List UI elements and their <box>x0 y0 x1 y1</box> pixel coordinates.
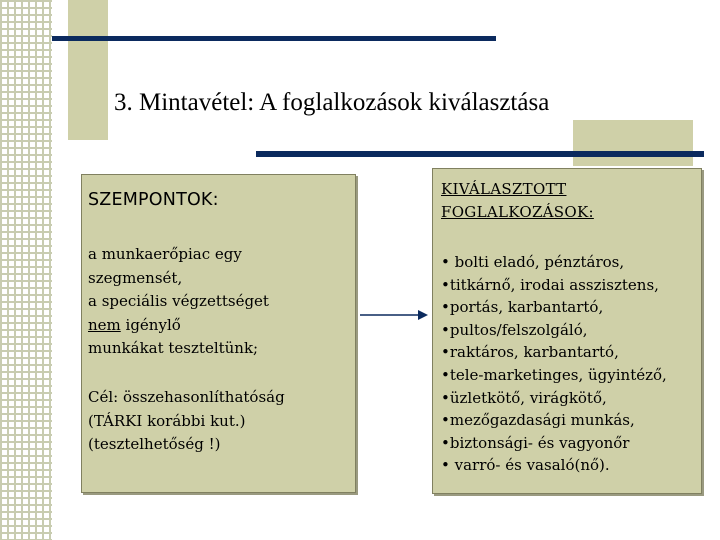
desc-line-rest: igénylő <box>120 315 181 334</box>
selected-occupations-header <box>441 178 594 224</box>
list-item: •biztonsági- és vagyonőr <box>441 433 630 452</box>
desc-line <box>88 314 269 338</box>
list-item: •tele-marketinges, ügyintéző, <box>441 365 667 384</box>
list-item: • bolti eladó, pénztáros, <box>441 253 625 271</box>
slide-title: 3. Mintavétel: A foglalkozások kiválasztása <box>114 89 550 116</box>
list-item: •mezőgazdasági munkás, <box>441 411 635 430</box>
list-item: • varró- és vasaló(nő). <box>441 456 610 475</box>
header-line: KIVÁLASZTOTT <box>441 180 567 198</box>
list-item: •pultos/felszolgáló, <box>441 320 588 339</box>
criteria-description <box>88 243 269 361</box>
desc-line: a munkaerőpiac egy <box>88 245 242 263</box>
desc-line: szegmensét, <box>88 268 183 287</box>
desc-line: a speciális végzettséget <box>88 292 269 310</box>
desc-line: munkákat teszteltünk; <box>88 339 259 357</box>
list-item: •titkárnő, irodai asszisztens, <box>441 275 659 294</box>
right-arrow-icon <box>358 306 430 324</box>
underlined-word: nem <box>88 315 121 334</box>
goal-line: (TÁRKI korábbi kut.) <box>88 411 246 430</box>
list-item: •üzletkötő, virágkötő, <box>441 388 607 407</box>
occupation-list <box>441 251 667 477</box>
accent-block-right <box>573 120 693 166</box>
header-line: FOGLALKOZÁSOK: <box>441 203 594 221</box>
list-item: •raktáros, karbantartó, <box>441 343 619 362</box>
decorative-grid-strip <box>0 0 52 540</box>
top-rule <box>52 36 496 41</box>
accent-block-left <box>68 0 108 140</box>
criteria-header: SZEMPONTOK: <box>88 190 219 210</box>
goal-line: Cél: összehasonlíthatóság <box>88 388 285 406</box>
list-item: •portás, karbantartó, <box>441 298 604 317</box>
bottom-rule <box>256 151 704 157</box>
goal-text <box>88 386 285 457</box>
goal-line: (tesztelhetőség !) <box>88 435 221 453</box>
